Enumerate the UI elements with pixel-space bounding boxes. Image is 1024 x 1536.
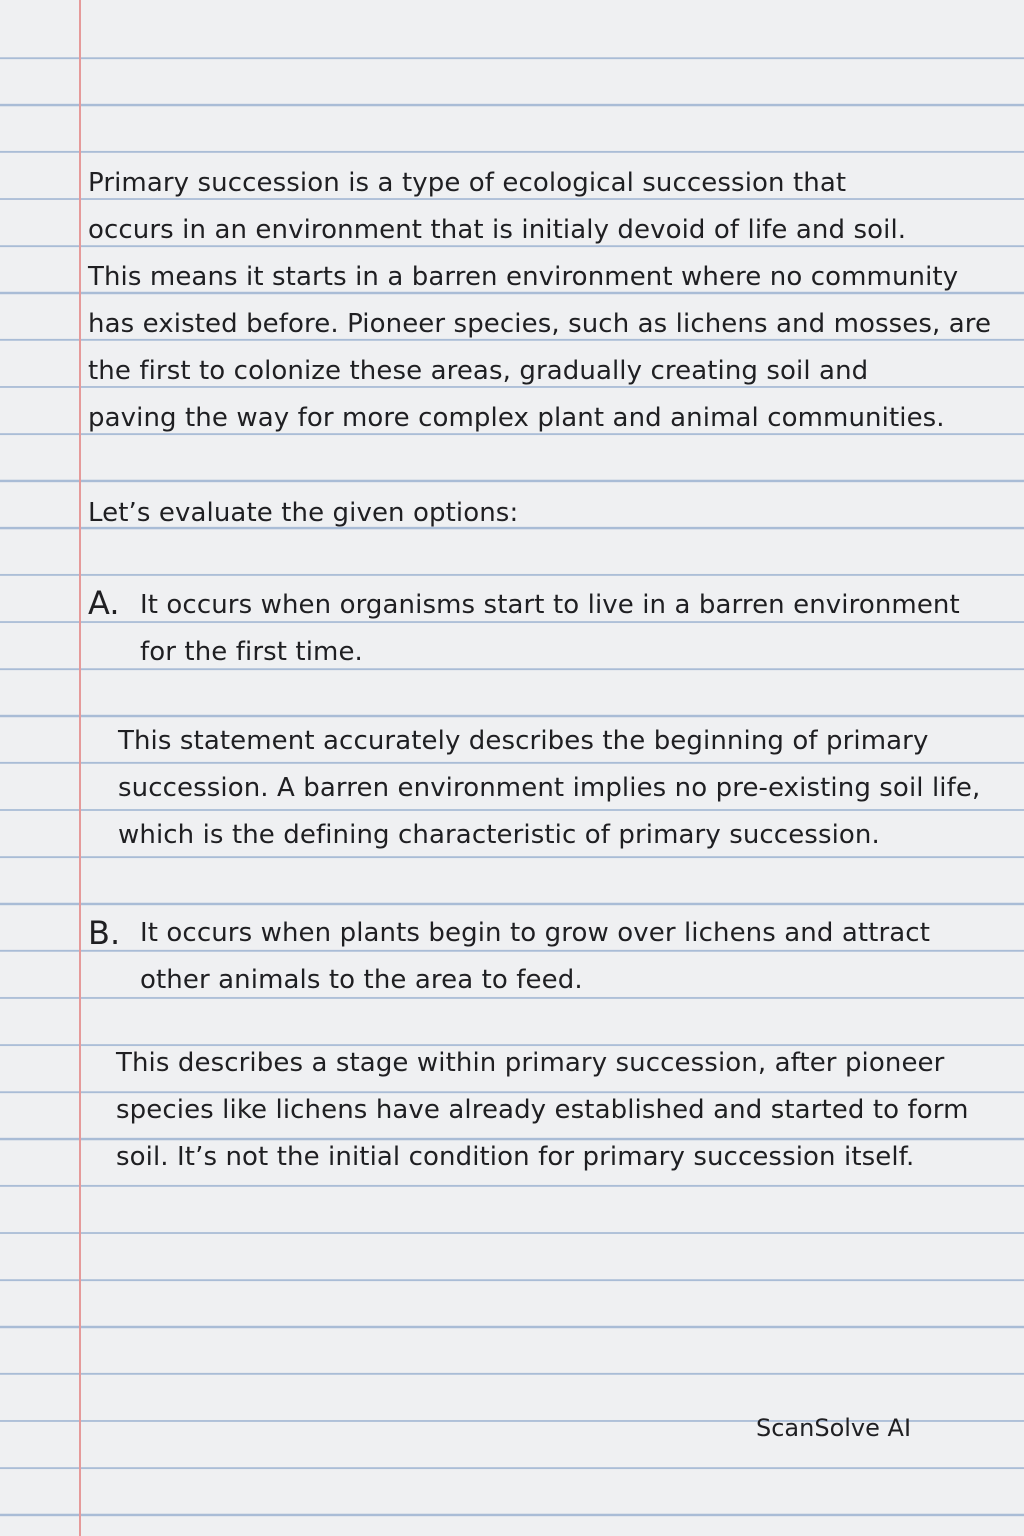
explanation-line: succession. A barren environment implies no pre-existing soil life, (118, 773, 981, 803)
intro-paragraph (88, 160, 991, 442)
option-b-letter: B. (88, 914, 121, 952)
option-a-letter: A. (88, 584, 120, 622)
evaluate-heading: Let’s evaluate the given options: (88, 498, 519, 528)
margin-line (79, 0, 81, 1536)
explanation-line: soil. It’s not the initial condition for primary succession itself. (116, 1142, 915, 1172)
option-a-text (140, 582, 960, 676)
intro-line: has existed before. Pioneer species, such as lichens and mosses, are (88, 309, 992, 339)
option-b-text (140, 910, 930, 1004)
option-a-explanation (118, 718, 980, 859)
intro-line: Primary succession is a type of ecological succession that (88, 168, 847, 198)
option-b-explanation (116, 1040, 969, 1181)
explanation-line: which is the defining characteristic of primary succession. (118, 820, 880, 850)
intro-line: This means it starts in a barren environment where no community (88, 262, 959, 292)
option-a-line: for the first time. (140, 637, 363, 667)
explanation-line: species like lichens have already established and started to form (116, 1095, 969, 1125)
explanation-line: This describes a stage within primary succession, after pioneer (116, 1048, 945, 1078)
option-a-line: It occurs when organisms start to live in a barren environment (140, 590, 960, 620)
intro-line: the first to colonize these areas, gradually creating soil and (88, 356, 869, 386)
intro-line: occurs in an environment that is initialy devoid of life and soil. (88, 215, 907, 245)
option-b-line: It occurs when plants begin to grow over lichens and attract (140, 918, 930, 948)
explanation-line: This statement accurately describes the beginning of primary (118, 726, 929, 756)
brand-watermark: ScanSolve AI (756, 1414, 912, 1442)
option-b-line: other animals to the area to feed. (140, 965, 583, 995)
intro-line: paving the way for more complex plant and animal communities. (88, 403, 945, 433)
